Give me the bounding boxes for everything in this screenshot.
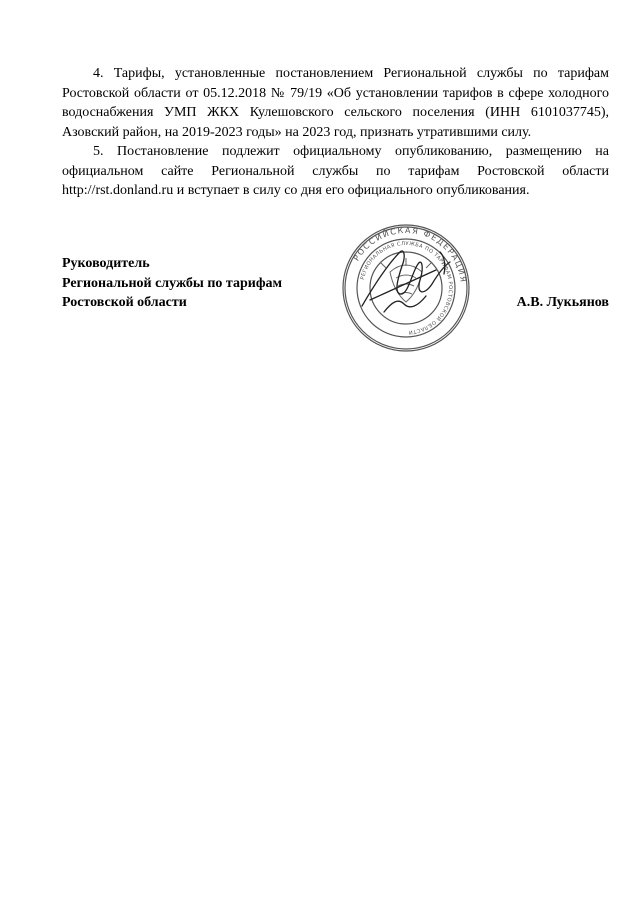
signature-block — [62, 254, 609, 313]
svg-text:РЕГИОНАЛЬНАЯ СЛУЖБА ПО ТАРИФАМ — [360, 241, 453, 335]
signatory-title-line-3: Ростовской области — [62, 295, 187, 310]
seal-inner-text: РЕГИОНАЛЬНАЯ СЛУЖБА ПО ТАРИФАМ РОСТОВСКОЙ ОБЛАСТИ — [359, 240, 454, 335]
signatory-title-line-1: Руководитель — [62, 256, 150, 271]
official-seal-icon — [340, 222, 472, 354]
document-body — [62, 64, 609, 201]
paragraph-4: 4. Тарифы, установленные постановлением Региональной службы по тарифам Ростовской области от 05.12.2018 № 79/19 «Об установлении тарифов в сфере холодного водоснабжения УМП ЖКХ Кулешовского сельского поселения (ИНН 6101037745), Азовский район, на 2019-2023 годы» на 2023 год, признать утратившими силу. — [62, 66, 609, 140]
signatory-name: А.В. Лукьянов — [516, 295, 609, 310]
signatory-title-line-2: Региональной службы по тарифам — [62, 275, 283, 291]
paragraph-5: 5. Постановление подлежит официальному опубликованию, размещению на официальном сайте Региональной службы по тарифам Ростовской области http://rst.donland.ru и вступает в силу со дня его официального опубликования. — [62, 144, 609, 198]
seal-outer-text: РОССИЙСКАЯ ФЕДЕРАЦИЯ — [351, 225, 468, 284]
